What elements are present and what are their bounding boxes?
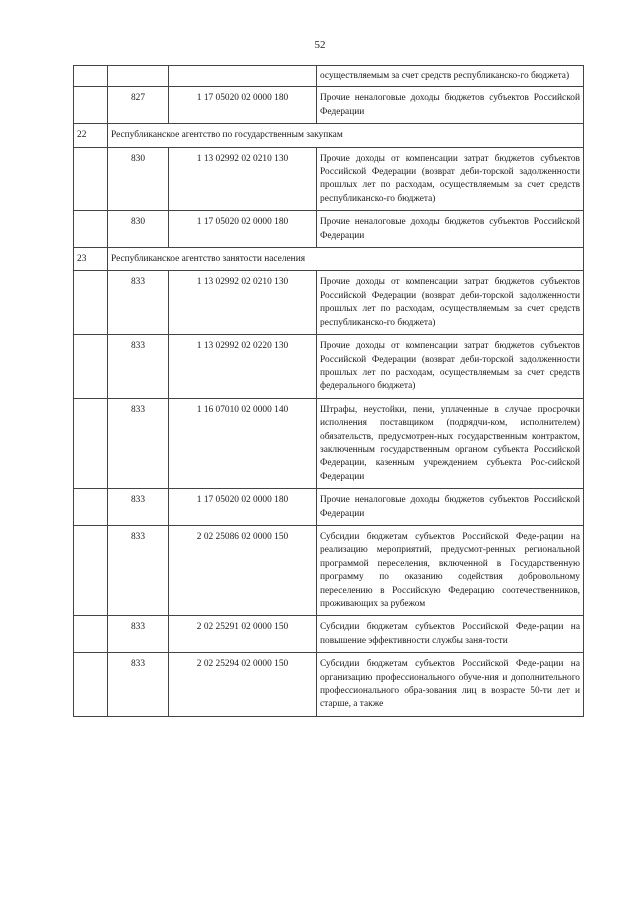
admin-code-cell: 833 <box>108 335 169 399</box>
description-cell: Прочие доходы от компенсации затрат бюджетов субъектов Российской Федерации (возврат деби-торской задолженности прошлых лет по расходам, осуществляемым за счет средств республиканско-го бюджета) <box>317 271 584 335</box>
table-row <box>74 147 584 211</box>
budget-code-cell: 1 13 02992 02 0210 130 <box>169 271 317 335</box>
budget-code-cell: 1 17 05020 02 0000 180 <box>169 87 317 124</box>
organization-number: 23 <box>74 248 108 271</box>
budget-code-cell: 1 17 05020 02 0000 180 <box>169 211 317 248</box>
row-number-cell <box>74 66 108 87</box>
description-cell: Прочие неналоговые доходы бюджетов субъектов Российской Федерации <box>317 211 584 248</box>
admin-code-cell: 833 <box>108 653 169 717</box>
organization-name: Республиканское агентство по государственным закупкам <box>108 124 584 147</box>
budget-code-cell: 1 16 07010 02 0000 140 <box>169 398 317 488</box>
row-number-cell <box>74 525 108 615</box>
table-row <box>74 271 584 335</box>
description-cell: Штрафы, неустойки, пени, уплаченные в случае просрочки исполнения поставщиком (подрядчи-ком, исполнителем) обязательств, предусмотрен-ных государственным контрактом, заключенным государственным органом субъекта Российской Федерации, казенным учреждением субъекта Рос-сийской Федерации <box>317 398 584 488</box>
table-row <box>74 87 584 124</box>
organization-row <box>74 248 584 271</box>
row-number-cell <box>74 211 108 248</box>
description-cell: Прочие неналоговые доходы бюджетов субъектов Российской Федерации <box>317 489 584 526</box>
budget-code-cell: 1 13 02992 02 0220 130 <box>169 335 317 399</box>
description-cell: Субсидии бюджетам субъектов Российской Феде-рации на организацию профессионального обуче-ния и дополнительного профессионального обра-зования лиц в возрасте 50-ти лет и старше, а также <box>317 653 584 717</box>
page-number: 52 <box>314 39 326 51</box>
row-number-cell <box>74 489 108 526</box>
description-cell: Прочие доходы от компенсации затрат бюджетов субъектов Российской Федерации (возврат деби-торской задолженности прошлых лет по расходам, осуществляемым за счет средств федерального бюджета) <box>317 335 584 399</box>
row-number-cell <box>74 653 108 717</box>
budget-code-cell: 1 17 05020 02 0000 180 <box>169 489 317 526</box>
row-number-cell <box>74 271 108 335</box>
table-row <box>74 616 584 653</box>
table-row <box>74 398 584 488</box>
admin-code-cell <box>108 66 169 87</box>
table-row <box>74 525 584 615</box>
row-number-cell <box>74 87 108 124</box>
admin-code-cell: 830 <box>108 147 169 211</box>
admin-code-cell: 827 <box>108 87 169 124</box>
organization-name: Республиканское агентство занятости населения <box>108 248 584 271</box>
row-number-cell <box>74 616 108 653</box>
revenue-codes-table <box>73 65 584 717</box>
description-cell: осуществляемым за счет средств республиканско-го бюджета) <box>317 66 584 87</box>
admin-code-cell: 833 <box>108 525 169 615</box>
budget-code-cell: 2 02 25294 02 0000 150 <box>169 653 317 717</box>
row-number-cell <box>74 335 108 399</box>
budget-code-cell <box>169 66 317 87</box>
description-cell: Прочие доходы от компенсации затрат бюджетов субъектов Российской Федерации (возврат деби-торской задолженности прошлых лет по расходам, осуществляемым за счет средств республиканско-го бюджета) <box>317 147 584 211</box>
organization-row <box>74 124 584 147</box>
admin-code-cell: 833 <box>108 398 169 488</box>
table-row <box>74 335 584 399</box>
budget-code-cell: 2 02 25291 02 0000 150 <box>169 616 317 653</box>
budget-code-cell: 1 13 02992 02 0210 130 <box>169 147 317 211</box>
table-row <box>74 66 584 87</box>
admin-code-cell: 833 <box>108 489 169 526</box>
description-cell: Прочие неналоговые доходы бюджетов субъектов Российской Федерации <box>317 87 584 124</box>
admin-code-cell: 830 <box>108 211 169 248</box>
description-cell: Субсидии бюджетам субъектов Российской Феде-рации на реализацию мероприятий, предусмот-ренных региональной программой переселения, включенной в Государственную программу по оказанию содействия добровольному переселению в Российскую Федерацию соотечественников, проживающих за рубежом <box>317 525 584 615</box>
table-row <box>74 211 584 248</box>
description-cell: Субсидии бюджетам субъектов Российской Феде-рации на повышение эффективности службы заня-тости <box>317 616 584 653</box>
organization-number: 22 <box>74 124 108 147</box>
row-number-cell <box>74 398 108 488</box>
row-number-cell <box>74 147 108 211</box>
table-row <box>74 489 584 526</box>
budget-code-cell: 2 02 25086 02 0000 150 <box>169 525 317 615</box>
admin-code-cell: 833 <box>108 616 169 653</box>
admin-code-cell: 833 <box>108 271 169 335</box>
table-row <box>74 653 584 717</box>
